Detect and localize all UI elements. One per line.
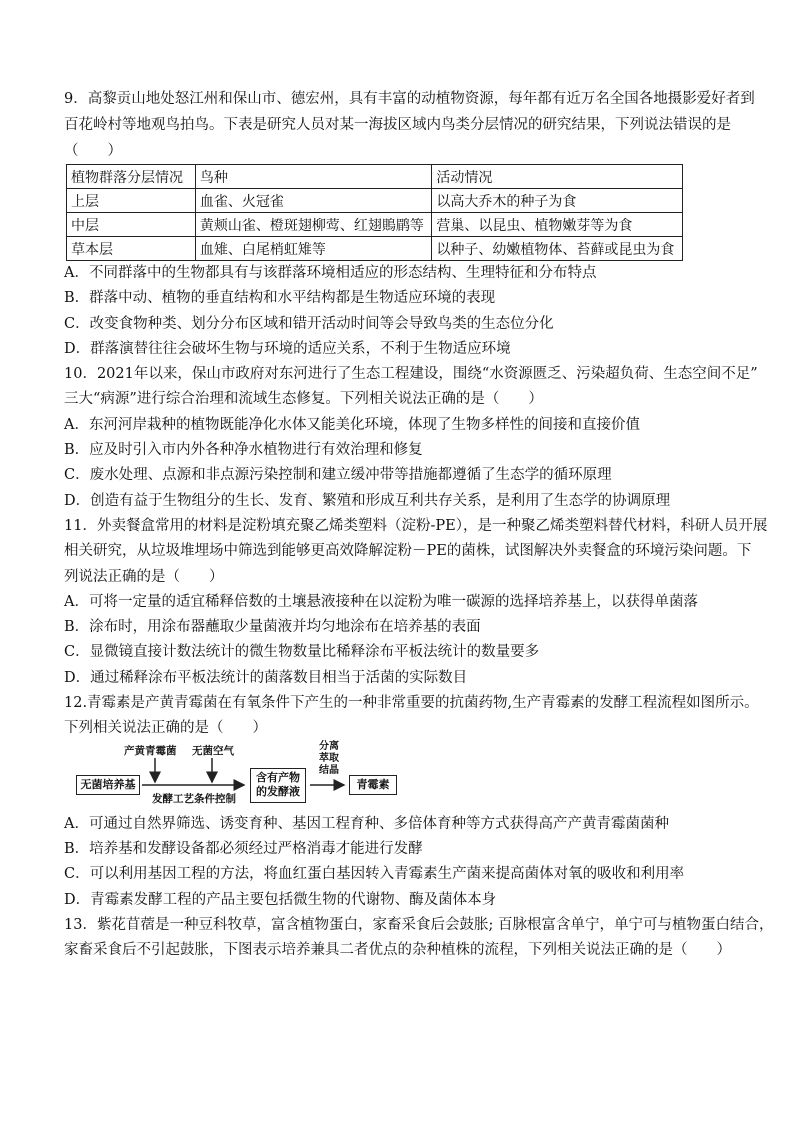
table-cell: 上层 xyxy=(67,189,196,213)
option-d: D．创造有益于生物组分的生长、发育、繁殖和形成互利共存关系，是利用了生态学的协调原理 xyxy=(64,492,671,509)
question-stem-line: 9．高黎贡山地处怒江州和保山市、德宏州，具有丰富的动植物资源，每年都有近万名全国各地摄影爱好者到 xyxy=(64,91,755,107)
question-stem-line: 下列相关说法正确的是（ ） xyxy=(64,720,267,737)
answer-blank: （ ） xyxy=(64,143,122,159)
table-cell: 血雀、火冠雀 xyxy=(195,189,432,213)
table-row xyxy=(67,213,683,237)
penicillin-box: 青霉素 xyxy=(349,775,397,795)
table-header: 活动情况 xyxy=(432,165,683,189)
question-11 xyxy=(64,514,768,691)
option-a: A．可通过自然界筛选、诱变育种、基因工程育种、多倍体育种等方式获得高产产黄青霉菌菌种 xyxy=(64,815,669,832)
table-cell: 黄颊山雀、橙斑翅柳莺、红翅鵙鹛等 xyxy=(195,213,432,237)
bird-stratification-table xyxy=(66,164,683,261)
question-stem-line: 三大“病源”进行综合治理和流域生态修复。下列相关说法正确的是（ ） xyxy=(64,391,543,408)
table-cell: 血雉、白尾梢虹雉等 xyxy=(195,237,432,261)
option-b: B．应及时引入市内外各种净水植物进行有效治理和修复 xyxy=(64,442,423,459)
question-stem-line: 13．紫花苜蓿是一种豆科牧草，富含植物蛋白，家畜采食后会鼓胀; 百脉根富含单宁，单宁可与植物蛋白结合， xyxy=(64,916,774,933)
air-label: 无菌空气 xyxy=(192,744,234,757)
option-c: C．可以利用基因工程的方法，将血红蛋白基因转入青霉素生产菌来提高菌体对氧的吸收和利用率 xyxy=(64,866,685,883)
option-c: C．改变食物种类、划分分布区域和错开活动时间等会导致鸟类的生态位分化 xyxy=(64,315,554,332)
question-stem-line: 相关研究，从垃圾堆埋场中筛选到能够更高效降解淀粉－PE的菌株，试图解决外卖餐盒的环境污染问题。下 xyxy=(64,543,752,560)
table-header-row xyxy=(67,165,683,189)
option-d: D．通过稀释涂布平板法统计的菌落数目相当于活菌的实际数目 xyxy=(64,669,468,686)
strain-label: 产黄青霉菌 xyxy=(124,744,177,757)
question-stem-line: 10．2021年以来，保山市政府对东河进行了生态工程建设，围绕“水资源匮乏、污染超负荷、生态空间不足” xyxy=(64,366,758,383)
option-a: A．东河河岸栽种的植物既能净化水体又能美化环境，体现了生物多样性的间接和直接价值 xyxy=(64,416,640,433)
option-a: A．不同群落中的生物都具有与该群落环境相适应的形态结构、生理特征和分布特点 xyxy=(64,265,597,281)
table-cell: 以高大乔木的种子为食 xyxy=(432,189,683,213)
table-row xyxy=(67,189,683,213)
table-cell: 中层 xyxy=(67,213,196,237)
separation-label: 分离萃取结晶 xyxy=(319,740,339,776)
table-header: 鸟种 xyxy=(195,165,432,189)
question-10 xyxy=(64,362,758,514)
table-header: 植物群落分层情况 xyxy=(67,165,196,189)
question-stem-line: 百花岭村等地观鸟拍鸟。下表是研究人员对某一海拔区域内鸟类分层情况的研究结果，下列说法错误的是 xyxy=(64,117,731,133)
table-cell: 营巢、以昆虫、植物嫩芽等为食 xyxy=(432,213,683,237)
option-b: B．涂布时，用涂布器蘸取少量菌液并均匀地涂布在培养基的表面 xyxy=(64,619,481,636)
question-9 xyxy=(64,86,755,362)
broth-box: 含有产物的发酵液 xyxy=(250,768,306,803)
question-stem-line: 列说法正确的是（ ） xyxy=(64,568,224,585)
table-row xyxy=(67,237,683,261)
option-d: D．群落演替往往会破坏生物与环境的适应关系，不利于生物适应环境 xyxy=(64,340,511,357)
fermentation-flow-diagram xyxy=(64,742,732,812)
option-a: A．可将一定量的适宜稀释倍数的土壤悬液接种在以淀粉为唯一碳源的选择培养基上，以获得单菌落 xyxy=(64,593,698,610)
exam-page xyxy=(64,86,774,963)
option-b: B．群落中动、植物的垂直结构和水平结构都是生物适应环境的表现 xyxy=(64,290,496,307)
medium-box: 无菌培养基 xyxy=(76,775,140,795)
question-stem-line: 12.青霉素是产黄青霉菌在有氧条件下产生的一种非常重要的抗菌药物,生产青霉素的发酵工程流程如图所示。 xyxy=(64,695,759,712)
table-cell: 草本层 xyxy=(67,237,196,261)
table-cell: 以种子、幼嫩植物体、苔藓或昆虫为食 xyxy=(432,237,683,261)
question-stem-line: 家畜采食后不引起鼓胀，下图表示培养兼具二者优点的杂种植株的流程，下列相关说法正确的是（ ） xyxy=(64,942,731,959)
question-12 xyxy=(64,691,759,913)
question-stem-line: 11．外卖餐盒常用的材料是淀粉填充聚乙烯类塑料（淀粉-PE），是一种聚乙烯类塑料替代材料，科研人员开展 xyxy=(64,517,768,534)
option-d: D．青霉素发酵工程的产品主要包括微生物的代谢物、酶及菌体本身 xyxy=(64,891,497,908)
option-c: C．废水处理、点源和非点源污染控制和建立缓冲带等措施都遵循了生态学的循环原理 xyxy=(64,467,612,484)
option-c: C．显微镜直接计数法统计的微生物数量比稀释涂布平板法统计的数量要多 xyxy=(64,644,540,661)
option-b: B．培养基和发酵设备都必须经过严格消毒才能进行发酵 xyxy=(64,840,423,857)
process-control-label: 发酵工艺条件控制 xyxy=(152,792,236,805)
question-13 xyxy=(64,913,774,964)
